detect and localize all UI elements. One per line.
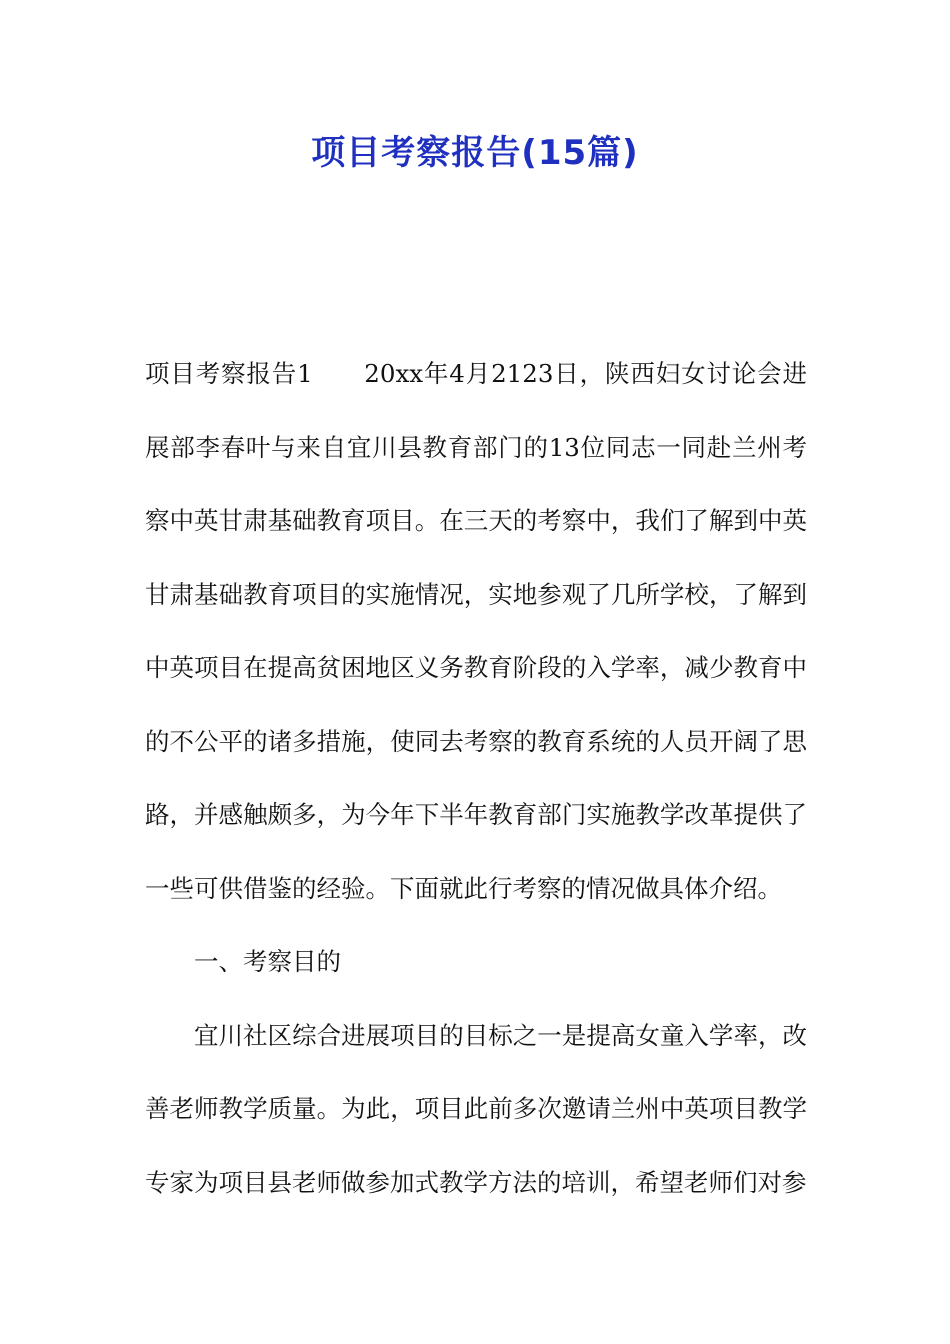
document-title: 项目考察报告(15篇) (311, 133, 639, 173)
document-body (145, 337, 807, 1219)
section-heading-purpose: 一、考察目的 (194, 947, 341, 976)
paragraph-intro: 项目考察报告1 20xx年4月2123日，陕西妇女讨论会进展部李春叶与来自宜川县教育部门的13位同志一同赴兰州考察中英甘肃基础教育项目。在三天的考察中，我们了解到中英甘肃基础教育项目的实施情况，实地参观了几所学校，了解到中英项目在提高贫困地区义务教育阶段的入学率，减少教育中的不公平的诸多措施，使同去考察的教育系统的人员开阔了思路，并感触颇多，为今年下半年教育部门实施教学改革提供了一些可供借鉴的经验。下面就此行考察的情况做具体介绍。 (145, 359, 807, 903)
paragraph-purpose: 宜川社区综合进展项目的目标之一是提高女童入学率，改善老师教学质量。为此，项目此前多次邀请兰州中英项目教学专家为项目县老师做参加式教学方法的培训，希望老师们对参 (145, 1020, 807, 1197)
